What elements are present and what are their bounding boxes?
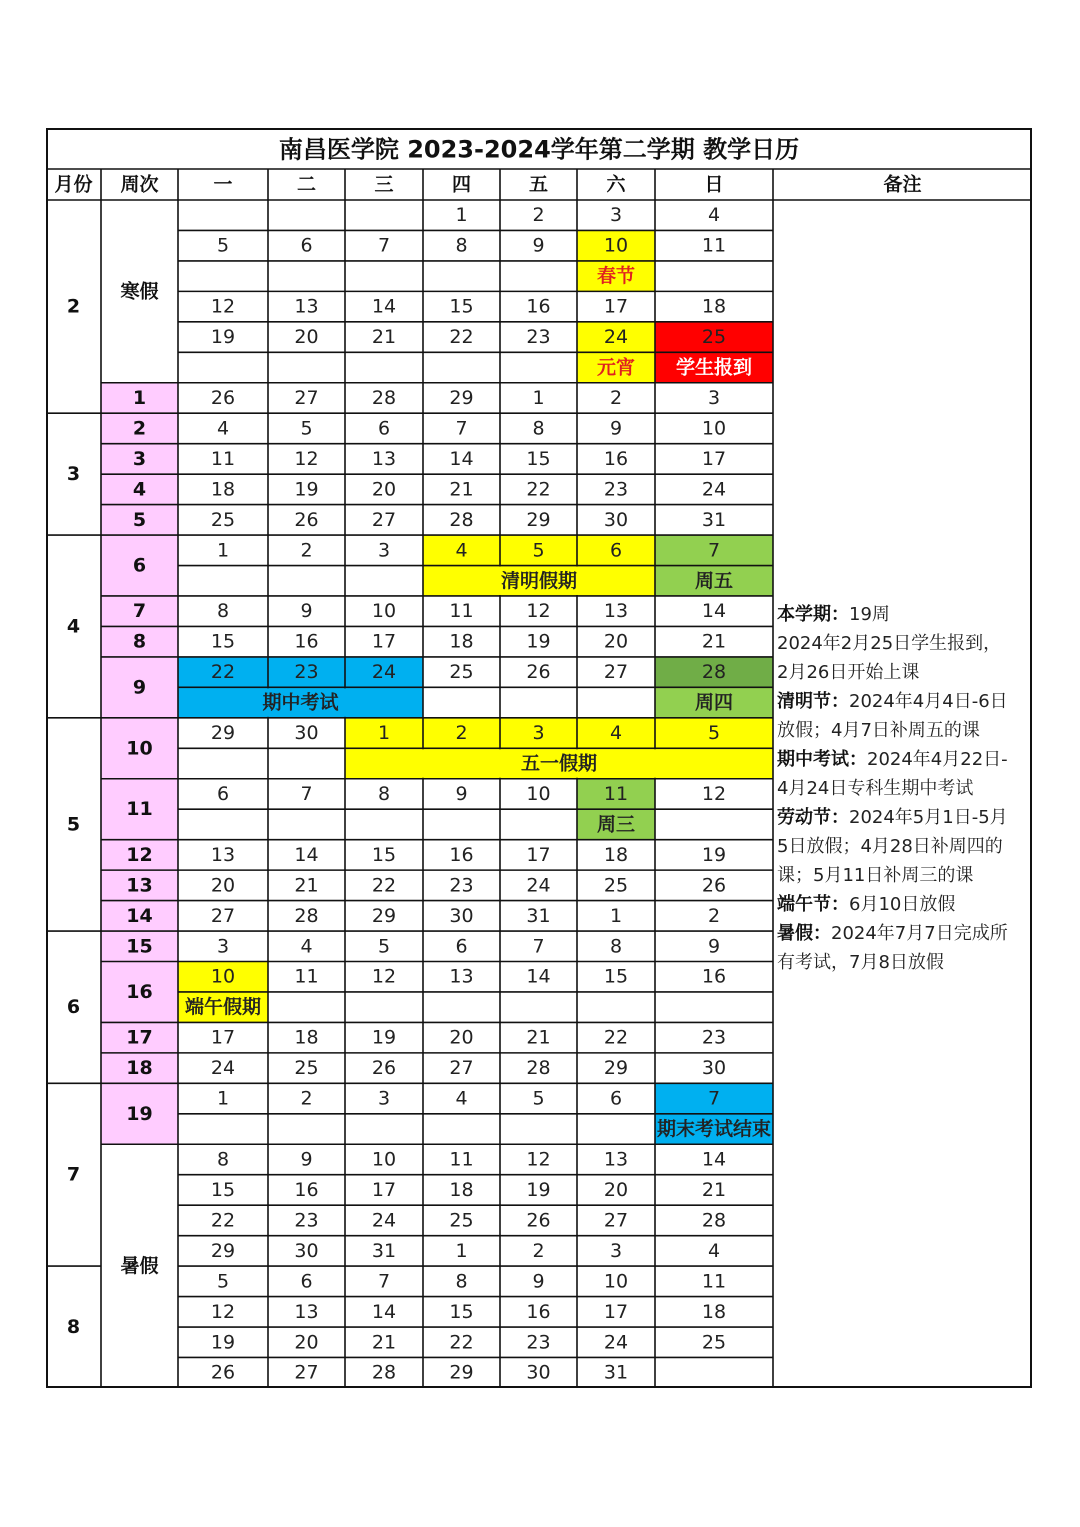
date-number: 26 — [371, 1057, 397, 1080]
date-number: 12 — [526, 1148, 551, 1171]
date-number: 11 — [701, 234, 727, 257]
date-number: 8 — [455, 1270, 468, 1293]
date-number: 4 — [216, 417, 230, 440]
date-number: 6 — [216, 782, 230, 805]
month-label: 7 — [66, 1163, 81, 1186]
week-label: 16 — [126, 980, 153, 1003]
date-number: 17 — [371, 630, 397, 653]
note-text: 2024年7月7日完成所 — [831, 923, 1008, 944]
date-number: 19 — [210, 326, 236, 349]
date-number: 21 — [701, 630, 727, 653]
date-number: 30 — [449, 904, 474, 927]
month-label: 8 — [66, 1316, 81, 1339]
date-number: 29 — [449, 386, 474, 409]
event-label: 元宵 — [596, 356, 636, 379]
date-number: 31 — [603, 1361, 629, 1384]
date-number: 11 — [603, 782, 629, 805]
header-day: 六 — [606, 173, 626, 196]
date-number: 1 — [455, 1239, 468, 1262]
date-number: 19 — [526, 1178, 551, 1201]
date-number: 16 — [526, 295, 551, 318]
date-number: 15 — [526, 447, 551, 470]
date-number: 3 — [707, 386, 721, 409]
note-line — [777, 922, 1008, 944]
date-number: 2 — [300, 539, 313, 562]
date-number: 3 — [609, 1239, 623, 1262]
date-number: 25 — [701, 326, 727, 349]
date-number: 5 — [300, 417, 313, 440]
date-number: 20 — [294, 1331, 319, 1354]
event-label: 端午假期 — [184, 996, 262, 1019]
date-number: 9 — [300, 1148, 313, 1171]
date-number: 19 — [294, 478, 319, 501]
date-number: 25 — [449, 661, 474, 684]
date-number: 11 — [701, 1270, 727, 1293]
header-day: 四 — [451, 173, 472, 196]
date-number: 13 — [371, 447, 397, 470]
date-number: 26 — [526, 661, 551, 684]
date-number: 20 — [449, 1026, 474, 1049]
date-number: 9 — [532, 1270, 545, 1293]
week-label: 13 — [126, 874, 153, 897]
header-week: 周次 — [120, 173, 159, 196]
date-number: 24 — [603, 1331, 629, 1354]
month-label: 3 — [66, 463, 81, 486]
date-number: 13 — [603, 600, 629, 623]
header-day: 五 — [528, 173, 549, 196]
date-number: 12 — [294, 447, 319, 470]
note-line: 5日放假；4月28日补周四的 — [777, 836, 1003, 857]
date-number: 29 — [449, 1361, 474, 1384]
date-number: 8 — [377, 782, 391, 805]
date-number: 7 — [377, 234, 391, 257]
date-number: 2 — [532, 204, 545, 227]
event-label: 清明假期 — [500, 569, 578, 592]
date-number: 18 — [210, 478, 236, 501]
week-label: 6 — [132, 554, 147, 577]
date-number: 11 — [449, 600, 474, 623]
date-number: 16 — [294, 1178, 319, 1201]
date-number: 24 — [371, 1209, 397, 1232]
date-number: 21 — [371, 326, 397, 349]
date-number: 3 — [532, 722, 545, 745]
date-number: 16 — [294, 630, 319, 653]
date-number: 7 — [707, 1087, 721, 1110]
event-label: 五一假期 — [520, 752, 598, 775]
date-number: 23 — [603, 478, 629, 501]
date-number: 27 — [294, 1361, 319, 1384]
event-label: 期末考试结束 — [656, 1118, 772, 1141]
note-line: 2月26日开始上课 — [777, 662, 920, 683]
date-number: 23 — [294, 1209, 319, 1232]
week-label: 寒假 — [120, 280, 159, 303]
date-number: 17 — [701, 447, 727, 470]
date-number: 14 — [701, 600, 727, 623]
date-number: 11 — [449, 1148, 474, 1171]
header-day: 日 — [704, 173, 724, 196]
week-label: 1 — [132, 386, 147, 409]
date-number: 21 — [526, 1026, 551, 1049]
date-number: 17 — [603, 1300, 629, 1323]
date-number: 24 — [701, 478, 727, 501]
note-heading: 端午节： — [777, 894, 849, 915]
date-number: 22 — [526, 478, 551, 501]
date-number: 22 — [603, 1026, 629, 1049]
date-number: 24 — [526, 874, 551, 897]
event-label: 周三 — [596, 813, 636, 836]
date-number: 14 — [371, 1300, 397, 1323]
note-line: 有考试，7月8日放假 — [777, 952, 944, 973]
date-number: 26 — [210, 1361, 236, 1384]
date-number: 29 — [526, 508, 551, 531]
week-label: 4 — [132, 478, 147, 501]
date-number: 10 — [210, 965, 236, 988]
date-number: 21 — [294, 874, 319, 897]
date-number: 31 — [526, 904, 551, 927]
date-number: 23 — [701, 1026, 727, 1049]
date-number: 7 — [377, 1270, 391, 1293]
date-number: 4 — [455, 539, 468, 562]
date-number: 7 — [707, 539, 721, 562]
date-number: 22 — [449, 326, 474, 349]
date-number: 25 — [210, 508, 236, 531]
date-number: 18 — [449, 1178, 474, 1201]
note-line — [777, 690, 1008, 712]
date-number: 7 — [532, 935, 545, 958]
date-number: 20 — [603, 630, 629, 653]
date-number: 27 — [210, 904, 236, 927]
week-label: 8 — [132, 630, 147, 653]
date-number: 10 — [701, 417, 727, 440]
date-number: 22 — [371, 874, 397, 897]
note-text: 19周 — [849, 604, 890, 625]
date-number: 15 — [210, 630, 236, 653]
date-number: 20 — [603, 1178, 629, 1201]
date-number: 30 — [294, 722, 319, 745]
note-heading: 劳动节： — [777, 807, 849, 828]
note-line — [777, 603, 890, 625]
date-number: 29 — [603, 1057, 629, 1080]
note-text: 2024年4月4日-6日 — [849, 691, 1008, 712]
date-number: 25 — [294, 1057, 319, 1080]
date-number: 6 — [609, 1087, 623, 1110]
date-number: 16 — [701, 965, 727, 988]
date-number: 25 — [449, 1209, 474, 1232]
date-number: 9 — [609, 417, 623, 440]
date-number: 14 — [526, 965, 551, 988]
week-label: 10 — [126, 737, 153, 760]
date-number: 26 — [701, 874, 727, 897]
date-number: 17 — [526, 843, 551, 866]
date-number: 27 — [449, 1057, 474, 1080]
date-number: 30 — [603, 508, 629, 531]
note-line: 放假；4月7日补周五的课 — [777, 720, 980, 741]
date-number: 28 — [701, 661, 727, 684]
note-line: 4月24日专科生期中考试 — [777, 778, 974, 799]
date-number: 15 — [371, 843, 397, 866]
date-number: 26 — [526, 1209, 551, 1232]
week-label: 9 — [132, 676, 147, 699]
note-heading: 本学期： — [777, 604, 849, 625]
date-number: 13 — [603, 1148, 629, 1171]
month-label: 6 — [66, 996, 81, 1019]
date-number: 2 — [532, 1239, 545, 1262]
month-label: 4 — [66, 615, 81, 638]
date-number: 6 — [609, 539, 623, 562]
note-line: 2024年2月25日学生报到， — [777, 633, 1002, 654]
date-number: 9 — [532, 234, 545, 257]
date-number: 23 — [449, 874, 474, 897]
header-day: 一 — [213, 173, 233, 196]
date-number: 23 — [526, 1331, 551, 1354]
date-number: 4 — [707, 204, 721, 227]
note-line — [777, 748, 1008, 770]
date-number: 29 — [371, 904, 397, 927]
date-number: 23 — [294, 661, 319, 684]
date-number: 10 — [603, 1270, 629, 1293]
date-number: 4 — [707, 1239, 721, 1262]
date-number: 27 — [371, 508, 397, 531]
month-label: 2 — [66, 295, 81, 318]
week-label: 15 — [126, 935, 153, 958]
header-month: 月份 — [54, 173, 93, 196]
date-number: 1 — [532, 386, 545, 409]
event-label: 期中考试 — [262, 691, 339, 714]
date-number: 13 — [449, 965, 474, 988]
date-number: 12 — [371, 965, 397, 988]
week-label: 2 — [132, 417, 147, 440]
date-number: 18 — [449, 630, 474, 653]
date-number: 23 — [526, 326, 551, 349]
week-label: 12 — [126, 843, 153, 866]
header-notes: 备注 — [883, 173, 922, 196]
week-label: 11 — [126, 798, 153, 821]
date-number: 17 — [371, 1178, 397, 1201]
date-number: 27 — [294, 386, 319, 409]
month-label: 5 — [66, 813, 81, 836]
date-number: 7 — [300, 782, 313, 805]
date-number: 15 — [603, 965, 629, 988]
date-number: 28 — [526, 1057, 551, 1080]
date-number: 10 — [603, 234, 629, 257]
date-number: 18 — [701, 1300, 727, 1323]
date-number: 19 — [371, 1026, 397, 1049]
date-number: 30 — [701, 1057, 727, 1080]
date-number: 9 — [707, 935, 721, 958]
date-number: 21 — [701, 1178, 727, 1201]
date-number: 30 — [526, 1361, 551, 1384]
date-number: 16 — [603, 447, 629, 470]
date-number: 26 — [210, 386, 236, 409]
note-heading: 期中考试： — [777, 749, 867, 770]
date-number: 18 — [701, 295, 727, 318]
header-day: 二 — [296, 173, 317, 196]
date-number: 6 — [300, 234, 313, 257]
date-number: 11 — [294, 965, 319, 988]
date-number: 17 — [603, 295, 629, 318]
note-line — [777, 893, 955, 915]
date-number: 8 — [216, 600, 230, 623]
date-number: 25 — [603, 874, 629, 897]
date-number: 28 — [701, 1209, 727, 1232]
date-number: 5 — [216, 1270, 230, 1293]
date-number: 20 — [371, 478, 397, 501]
date-number: 8 — [455, 234, 468, 257]
date-number: 18 — [603, 843, 629, 866]
date-number: 26 — [294, 508, 319, 531]
date-number: 2 — [300, 1087, 313, 1110]
date-number: 12 — [701, 782, 727, 805]
date-number: 1 — [609, 904, 623, 927]
event-label: 周四 — [694, 691, 734, 714]
week-label: 5 — [132, 508, 147, 531]
date-number: 7 — [455, 417, 468, 440]
date-number: 3 — [377, 539, 391, 562]
date-number: 13 — [294, 1300, 319, 1323]
date-number: 18 — [294, 1026, 319, 1049]
date-number: 20 — [294, 326, 319, 349]
date-number: 3 — [377, 1087, 391, 1110]
date-number: 14 — [294, 843, 319, 866]
teaching-calendar — [46, 128, 1032, 1388]
date-number: 16 — [449, 843, 474, 866]
date-number: 14 — [371, 295, 397, 318]
date-number: 9 — [300, 600, 313, 623]
date-number: 29 — [210, 1239, 236, 1262]
note-text: 6月10日放假 — [849, 894, 956, 915]
date-number: 17 — [210, 1026, 236, 1049]
date-number: 5 — [532, 539, 545, 562]
date-number: 6 — [300, 1270, 313, 1293]
date-number: 27 — [603, 1209, 629, 1232]
event-label: 春节 — [596, 265, 636, 288]
date-number: 2 — [707, 904, 721, 927]
date-number: 10 — [371, 600, 397, 623]
date-number: 28 — [294, 904, 319, 927]
date-number: 5 — [707, 722, 721, 745]
date-number: 28 — [449, 508, 474, 531]
date-number: 19 — [526, 630, 551, 653]
week-label: 17 — [126, 1026, 153, 1049]
date-number: 12 — [526, 600, 551, 623]
date-number: 1 — [455, 204, 468, 227]
date-number: 4 — [609, 722, 623, 745]
date-number: 31 — [371, 1239, 397, 1262]
date-number: 4 — [300, 935, 313, 958]
date-number: 24 — [371, 661, 397, 684]
date-number: 15 — [449, 295, 474, 318]
date-number: 21 — [449, 478, 474, 501]
date-number: 11 — [210, 447, 236, 470]
date-number: 31 — [701, 508, 727, 531]
note-line — [777, 806, 1008, 828]
date-number: 28 — [371, 386, 397, 409]
week-label: 19 — [126, 1102, 153, 1125]
week-label: 暑假 — [120, 1255, 159, 1278]
date-number: 1 — [216, 539, 230, 562]
event-label: 学生报到 — [675, 356, 753, 379]
week-label: 18 — [126, 1057, 153, 1080]
date-number: 2 — [609, 386, 623, 409]
date-number: 19 — [210, 1331, 236, 1354]
date-number: 5 — [532, 1087, 545, 1110]
week-label: 14 — [126, 904, 153, 927]
date-number: 1 — [377, 722, 391, 745]
note-line: 课；5月11日补周三的课 — [777, 865, 974, 886]
date-number: 30 — [294, 1239, 319, 1262]
note-text: 2024年5月1日-5月 — [849, 807, 1008, 828]
date-number: 10 — [371, 1148, 397, 1171]
date-number: 24 — [603, 326, 629, 349]
date-number: 4 — [455, 1087, 468, 1110]
date-number: 13 — [210, 843, 236, 866]
week-label: 3 — [132, 447, 147, 470]
event-label: 周五 — [694, 569, 734, 592]
date-number: 8 — [532, 417, 545, 440]
date-number: 13 — [294, 295, 319, 318]
note-text: 2024年4月22日- — [867, 749, 1008, 770]
page-title: 南昌医学院 2023-2024学年第二学期 教学日历 — [278, 135, 800, 164]
date-number: 25 — [701, 1331, 727, 1354]
date-number: 22 — [449, 1331, 474, 1354]
date-number: 29 — [210, 722, 236, 745]
date-number: 16 — [526, 1300, 551, 1323]
note-heading: 清明节： — [777, 691, 849, 712]
date-number: 24 — [210, 1057, 236, 1080]
date-number: 2 — [455, 722, 468, 745]
date-number: 12 — [210, 295, 236, 318]
date-number: 27 — [603, 661, 629, 684]
date-number: 14 — [701, 1148, 727, 1171]
date-number: 22 — [210, 1209, 236, 1232]
date-number: 15 — [210, 1178, 236, 1201]
date-number: 22 — [210, 661, 236, 684]
date-number: 14 — [449, 447, 474, 470]
header-day: 三 — [374, 173, 394, 196]
date-number: 5 — [377, 935, 391, 958]
date-number: 20 — [210, 874, 236, 897]
date-number: 9 — [455, 782, 468, 805]
date-number: 6 — [377, 417, 391, 440]
date-number: 3 — [216, 935, 230, 958]
note-heading: 暑假： — [777, 923, 831, 944]
date-number: 8 — [609, 935, 623, 958]
date-number: 15 — [449, 1300, 474, 1323]
week-label: 7 — [132, 600, 147, 623]
date-number: 21 — [371, 1331, 397, 1354]
calendar-table — [46, 128, 1032, 1388]
date-number: 12 — [210, 1300, 236, 1323]
date-number: 10 — [526, 782, 551, 805]
date-number: 28 — [371, 1361, 397, 1384]
date-number: 5 — [216, 234, 230, 257]
date-number: 8 — [216, 1148, 230, 1171]
date-number: 19 — [701, 843, 727, 866]
date-number: 3 — [609, 204, 623, 227]
date-number: 1 — [216, 1087, 230, 1110]
date-number: 6 — [455, 935, 468, 958]
